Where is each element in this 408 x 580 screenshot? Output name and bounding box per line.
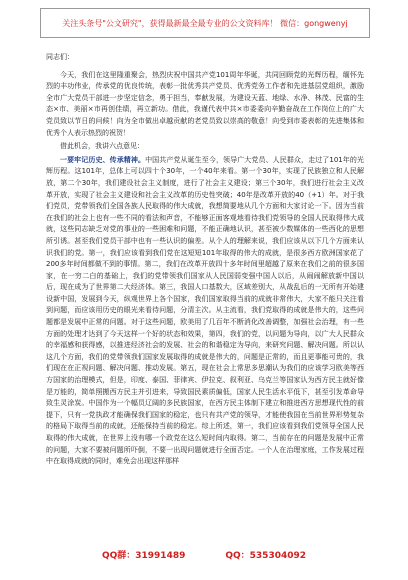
- paragraph-intro: 借此机会，我讲六点意见：: [60, 142, 144, 151]
- promo-banner: [40, 8, 370, 38]
- paragraph-opening: 今天，我们在这里隆重聚会，热烈庆祝中国共产党101周年华诞，共同回顾党的光辉历程，缅怀先烈的丰功伟业，传承党的优良传统，表彰一批优秀共产党员、优秀党务工作者和先进基层党组织，激励全市广大党员干部进一步坚定信念，勇于担当，奉献发展，为建设天蓝、地绿、水净、林茂、民富的生态×市、美丽×市再创佳绩，再立新功。借此，我谨代表中共×市委委向辛勤奋战在工作岗位上的广大党员致以节日的问候！向为全市做出卓越贡献的老党员致以崇高的敬意！向受到市委表彰的先进集体和优秀个人表示热烈的祝贺！: [46, 70, 364, 137]
- paragraph-point-one: [46, 155, 364, 468]
- point-one-text: 中国共产党从诞生至今，领导广大党员、人民群众，走过了101年的光辉历程。这101年，总体上可以四十个30年，一个40年来看。第一个30年，实现了民族独立和人民解放，第二个30年，我们建设社会主义制度，进行了社会主义建设；第三个30年，我们进行社会主义改革开放，实现了社会主义建设和社会主义改革的历史性突破；40年是改革开放的40（+1）年。对于我们党员，党带领我们全国各族人民取得的伟大成就，我想简要地从几个方面和大家讨论一下。因为当前在我们的社会上也有一些不同的看法和声音，不能够正面客观地看待我们党领导的全国人民取得伟大成就，这些同志缺乏对党的事业的一些困难和问题，不能正确地认识，甚至被少数媒体的一些西化的思想所引诱。甚至我们党员干部中也有一些认识的偏差。从个人的理解来说，我们应该从以下几个方面来认识我们的党。第一，我们应该看到我们党在这短短101年取得的伟大的成就，是很多西方欧洲国家花了200多年时间都做不到的事情。第二，我们在改革开放四十多年时间里超越了原来在我们之前的很多国家，在一穷二白的基础上，我们的党带领我们国家从人民国弱变强中国人以后，从闹闹解放新中国以后，现在成为了世界第二大经济体。第三，我国人口基数大，区域差别大，从战乱后的一无所有开始建设新中国，发展到今天，纵观世界上各个国家，我们国家取得当前的成就非常伟大，大家不能只关注看到问题，而应该用历史的眼光来看待问题，分清主次。从主流看，我们党取得的成就是伟大的，这些问题都是发展中正常的问题。对于这些问题，欧美用了几百年不断消化改善调整，加强社会治理，有一些方面的处理才达到了今天这样一个好的状态和效果，第四，我们的党，以问题为导向，以广大人民群众的幸福感和获得感，以推进经济社会的发展、社会的和谐稳定为导向，来研究问题、解决问题。所以认这几个方面，我们的党带领我们国家发展取得的成就是伟大的，问题是正常的，而且更事能可贵的，我们现在在正视问题、解决问题、推动发展。第五，现在社会上常思多思潮认为我们的应该学习欧美等西方国家的治理模式，但是，印度、泰国、菲律宾、伊拉克、叙利亚、乌克兰等国家认为西方民主就好像是万能的，简单照搬西方民主并引进来，导致国民素质偏低，国家人民生活水平低下，甚至引发革命导致生灵涂炭。中国作为一个幅员辽阔的多民族国家，在西方民主体制下建立和推进西方思想现代性的前提下，只有一党执政才能确保我们国家的稳定，也只有共产党的领导，才能使我国在当前世界形势复杂的格局下取得当前的成就，还能保持当前的稳定。综上所述，第一，我们应该看到我们党领导全国人民取得的伟大成就，在世界上没有哪一个政党在这么短时间内取得。第二，当前存在的问题是发展中正常的问题，大家不要被问题所吓倒，不要一出现问题就进行全面否定。一个人在治理家庭，工作发展过程中在取得成就的同时，难免会出现这样那样: [46, 155, 364, 466]
- qq-group: QQ群：31991489: [101, 551, 186, 561]
- salutation: 同志们：: [46, 53, 74, 61]
- point-one-heading: 一要牢记历史、传承精神。: [60, 155, 146, 164]
- promo-banner-text: 关注头条号"公文研究"，获得最新最全最专业的公文资料库！ 微信：gongwenyj: [62, 18, 348, 28]
- document-body: [46, 52, 364, 470]
- contact-footer: [0, 548, 408, 561]
- qq-number: QQ：535304092: [225, 551, 307, 561]
